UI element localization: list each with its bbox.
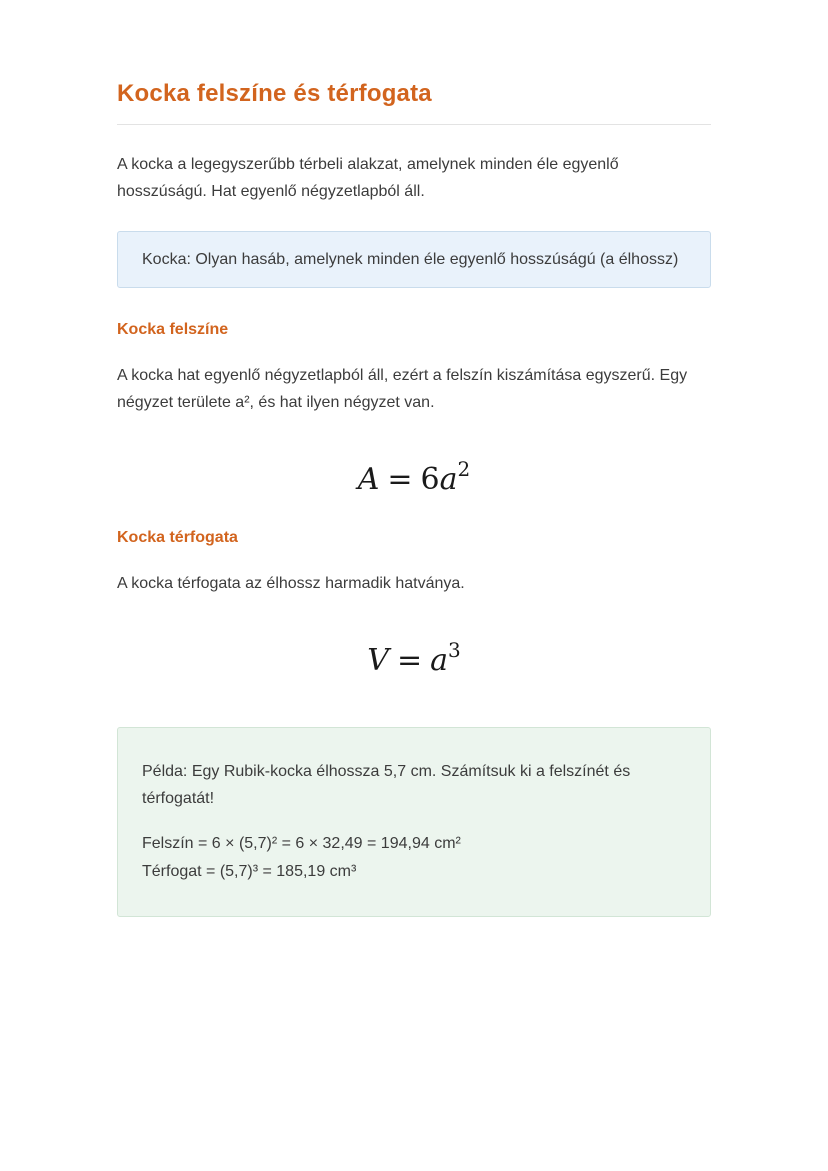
example-volume-line: Térfogat = (5,7)³ = 185,19 cm³ [142,862,357,880]
formula-exponent: 2 [457,456,471,481]
section-heading-volume: Kocka térfogata [117,528,238,546]
page-title: Kocka felszíne és térfogata [117,80,432,107]
formula-lhs: V [367,642,389,678]
title-divider [117,124,711,125]
example-box [117,727,711,917]
formula-lhs: A [357,461,380,497]
formula-equals: = [396,642,423,678]
article-content [117,0,711,917]
formula-variable: a [430,642,448,678]
formula-variable: a [439,461,458,497]
formula-equals: = [387,461,413,497]
definition-box [117,231,711,288]
section-heading-surface: Kocka felszíne [117,320,229,338]
intro-paragraph: A kocka a legegyszerűbb térbeli alakzat, amelynek minden éle egyenlő hosszúságú. Hat egyenlő négyzetlapból áll. [117,155,619,200]
definition-text: Kocka: Olyan hasáb, amelynek minden éle egyenlő hosszúságú (a élhossz) [142,250,679,268]
example-surface-line: Felszín = 6 × (5,7)² = 6 × 32,49 = 194,94 cm² [142,834,461,852]
surface-formula [117,456,711,497]
formula-exponent: 3 [447,637,461,662]
surface-paragraph: A kocka hat egyenlő négyzetlapból áll, ezért a felszín kiszámítása egyszerű. Egy négyzet területe a², és hat ilyen négyzet van. [117,366,688,411]
formula-coefficient: 6 [420,461,440,497]
volume-formula [117,637,711,678]
example-prompt: Példa: Egy Rubik-kocka élhossza 5,7 cm. Számítsuk ki a felszínét és térfogatát! [142,762,631,807]
volume-paragraph: A kocka térfogata az élhossz harmadik hatványa. [117,574,465,592]
